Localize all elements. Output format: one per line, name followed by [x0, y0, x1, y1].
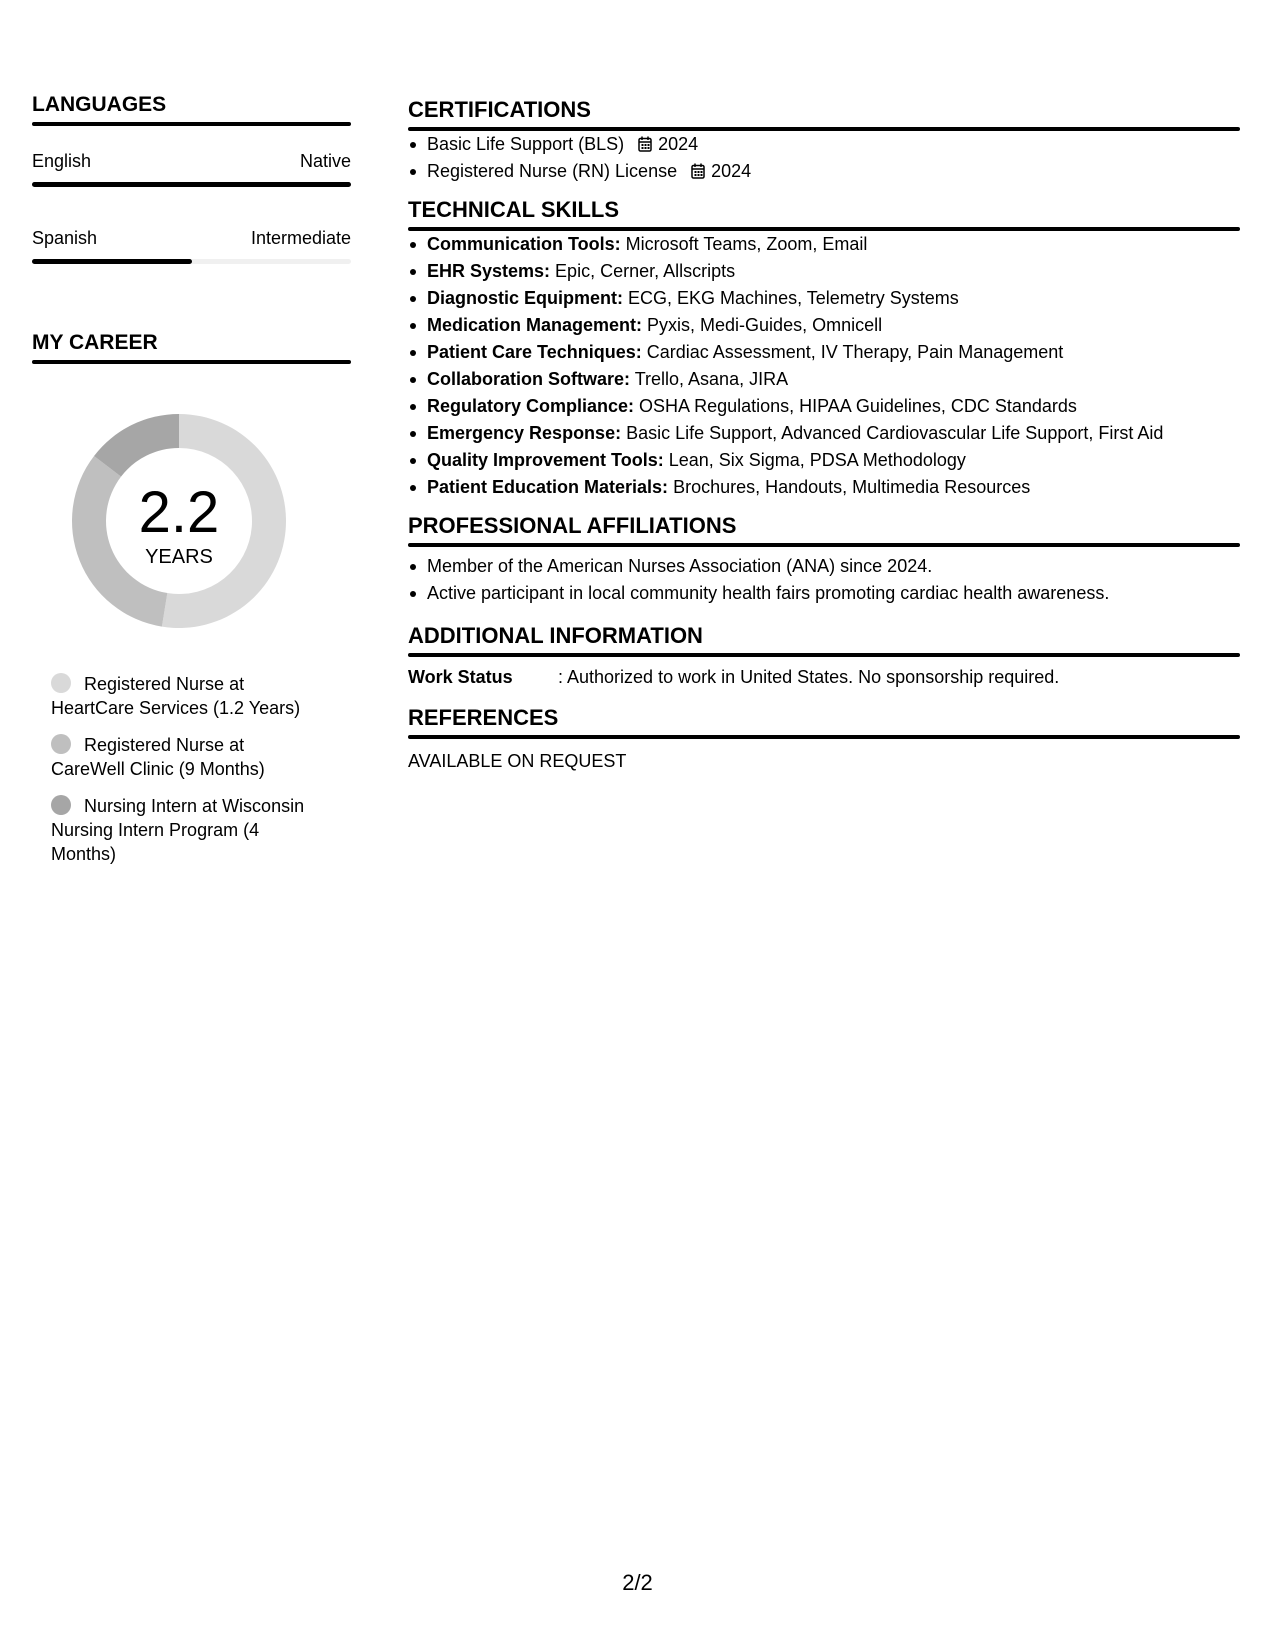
skill-item — [408, 420, 1240, 447]
career-legend-item — [51, 733, 321, 781]
skill-label: EHR Systems: — [427, 261, 551, 281]
career-donut-chart — [66, 408, 292, 634]
skill-value: Lean, Six Sigma, PDSA Methodology — [663, 450, 966, 470]
skill-value: Microsoft Teams, Zoom, Email — [620, 234, 868, 254]
skill-item — [408, 393, 1240, 420]
certification-name: Basic Life Support (BLS) — [427, 134, 625, 154]
career-legend-item — [51, 672, 321, 720]
skill-value: ECG, EKG Machines, Telemetry Systems — [623, 288, 959, 308]
skill-item — [408, 231, 1240, 258]
language-proficiency-fill — [32, 182, 351, 187]
affiliations-list — [408, 553, 1240, 607]
certifications-list — [408, 131, 1240, 185]
skill-item — [408, 366, 1240, 393]
skill-item — [408, 312, 1240, 339]
career-legend-label: Nursing Intern at Wisconsin Nursing Intern Program (4 Months) — [51, 796, 305, 864]
calendar-icon — [691, 163, 705, 179]
languages-heading: LANGUAGES — [32, 93, 167, 116]
technical-skills-heading: TECHNICAL SKILLS — [408, 197, 620, 222]
skill-item — [408, 474, 1240, 501]
language-level: Intermediate — [250, 228, 351, 248]
work-status-row — [408, 665, 1240, 689]
languages-divider — [32, 122, 351, 126]
certification-item — [408, 158, 1240, 185]
references-divider — [408, 735, 1240, 739]
career-legend-label: Registered Nurse at CareWell Clinic (9 Months) — [51, 735, 265, 779]
skill-item — [408, 285, 1240, 312]
skill-label: Patient Care Techniques: — [427, 342, 642, 362]
skill-value: Epic, Cerner, Allscripts — [550, 261, 736, 281]
right-column — [408, 97, 1240, 773]
skill-item — [408, 258, 1240, 285]
career-total-value: 2.2 — [138, 480, 220, 545]
work-status-label: Work Status — [408, 667, 513, 687]
language-level: Native — [299, 151, 351, 171]
certifications-heading: CERTIFICATIONS — [408, 97, 591, 122]
skill-label: Emergency Response: — [427, 423, 622, 443]
skill-value: Basic Life Support, Advanced Cardiovascular Life Support, First Aid — [621, 423, 1164, 443]
additional-info-divider — [408, 653, 1240, 657]
skill-label: Diagnostic Equipment: — [427, 288, 624, 308]
skill-label: Regulatory Compliance: — [427, 396, 635, 416]
legend-dot — [51, 734, 71, 754]
skill-value: OSHA Regulations, HIPAA Guidelines, CDC Standards — [634, 396, 1077, 416]
language-proficiency-bar — [32, 259, 351, 264]
career-legend-label: Registered Nurse at HeartCare Services (1.2 Years) — [51, 674, 301, 718]
language-name: English — [32, 151, 92, 171]
left-column — [32, 92, 351, 879]
affiliation-item: Member of the American Nurses Association (ANA) since 2024. — [408, 553, 1240, 580]
certification-year: 2024 — [711, 161, 752, 181]
legend-dot — [51, 673, 71, 693]
language-name: Spanish — [32, 228, 98, 248]
career-legend — [51, 672, 321, 866]
certification-name: Registered Nurse (RN) License — [427, 161, 678, 181]
skill-item — [408, 339, 1240, 366]
calendar-icon — [638, 136, 652, 152]
references-text: AVAILABLE ON REQUEST — [408, 751, 627, 771]
page-number: 2/2 — [622, 1570, 653, 1595]
skill-value: Brochures, Handouts, Multimedia Resources — [668, 477, 1031, 497]
skill-label: Medication Management: — [427, 315, 643, 335]
skill-label: Patient Education Materials: — [427, 477, 669, 497]
career-divider — [32, 360, 351, 364]
skill-item — [408, 447, 1240, 474]
skill-label: Collaboration Software: — [427, 369, 631, 389]
certification-item — [408, 131, 1240, 158]
career-total-unit: YEARS — [145, 546, 213, 568]
career-total — [66, 408, 292, 634]
references-heading: REFERENCES — [408, 705, 559, 730]
skill-label: Communication Tools: — [427, 234, 621, 254]
language-item-spanish — [32, 227, 351, 264]
career-heading: MY CAREER — [32, 331, 158, 354]
work-status-value: : Authorized to work in United States. No sponsorship required. — [558, 667, 1060, 687]
technical-skills-list — [408, 231, 1240, 501]
skill-value: Pyxis, Medi-Guides, Omnicell — [642, 315, 883, 335]
language-item-english — [32, 150, 351, 187]
career-legend-item — [51, 794, 321, 866]
language-proficiency-bar — [32, 182, 351, 187]
affiliations-divider — [408, 543, 1240, 547]
additional-info-heading: ADDITIONAL INFORMATION — [408, 623, 703, 648]
affiliations-heading: PROFESSIONAL AFFILIATIONS — [408, 513, 737, 538]
skill-label: Quality Improvement Tools: — [427, 450, 664, 470]
affiliation-item: Active participant in local community health fairs promoting cardiac health awareness. — [408, 580, 1240, 607]
language-proficiency-fill — [32, 259, 192, 264]
legend-dot — [51, 795, 71, 815]
skill-value: Cardiac Assessment, IV Therapy, Pain Management — [641, 342, 1064, 362]
certification-year: 2024 — [658, 134, 699, 154]
skill-value: Trello, Asana, JIRA — [630, 369, 789, 389]
